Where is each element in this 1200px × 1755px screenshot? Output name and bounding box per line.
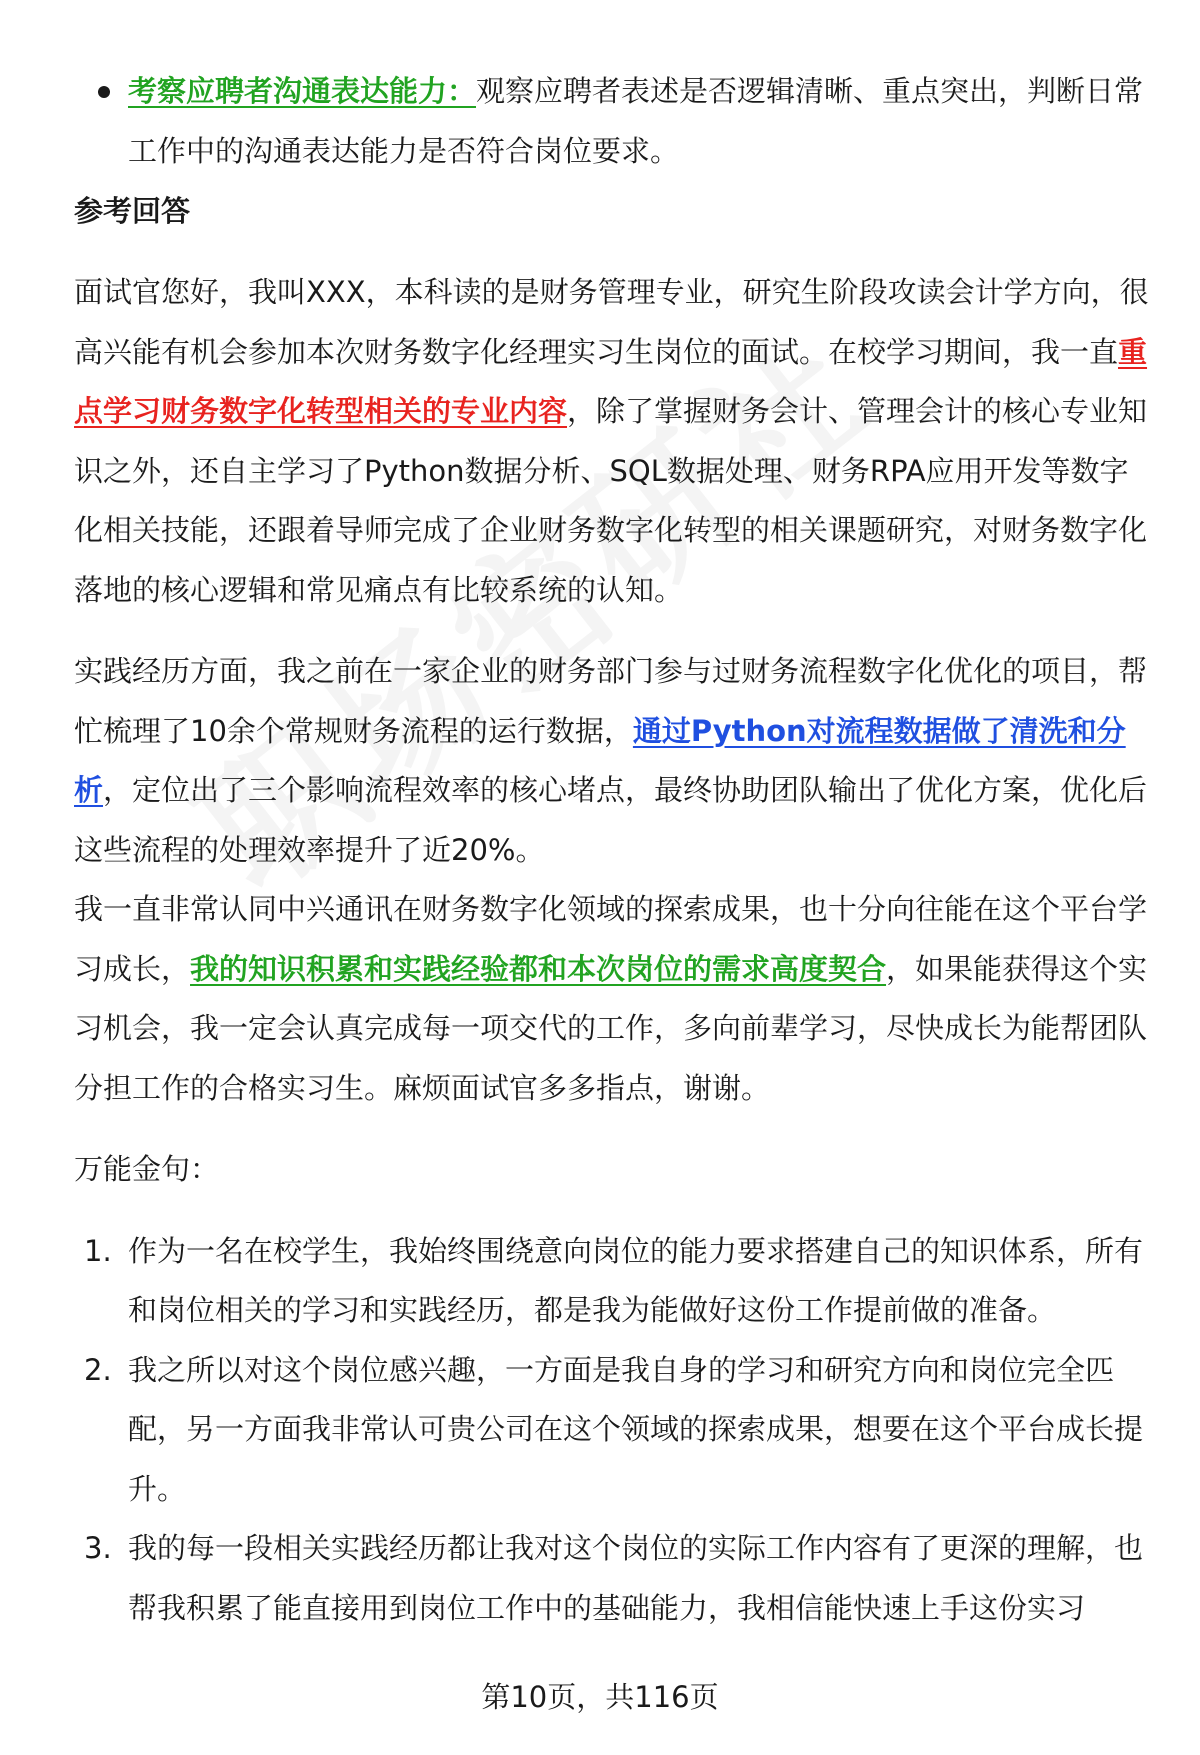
para2-text-pre: 实践经历方面，我之前在一家企业的财务部门参与过财务流程数字化优化的项目，帮忙梳理了10余个常规财务流程的运行数据， (74, 654, 1148, 748)
bullet-body: 观察应聘者表述是否逻辑清晰、重点突出，判断日常工作中的沟通表达能力是否符合岗位要求。 (128, 74, 1144, 168)
page-number-footer: 第10页，共116页 (481, 1680, 719, 1714)
para1-text-pre: 面试官您好，我叫XXX，本科读的是财务管理专业，研究生阶段攻读会计学方向，很高兴能有机会参加本次财务数字化经理实习生岗位的面试。在校学习期间，我一直 (74, 275, 1149, 369)
bullet-text (128, 62, 1154, 181)
section-heading: 参考回答 (74, 194, 191, 228)
document-content (74, 62, 1154, 1638)
list-item-text: 我的每一段相关实践经历都让我对这个岗位的实际工作内容有了更深的理解，也帮我积累了能直接用到岗位工作中的基础能力，我相信能快速上手这份实习 (128, 1531, 1144, 1625)
para2-highlight: 通过Python对流程数据做了清洗和分析 (74, 713, 1126, 807)
paragraph-intro (74, 263, 1154, 620)
golden-sentences-title: 万能金句： (74, 1152, 220, 1186)
list-item-text: 作为一名在校学生，我始终围绕意向岗位的能力要求搭建自己的知识体系，所有和岗位相关的学习和实践经历，都是我为能做好这份工作提前做的准备。 (128, 1233, 1144, 1327)
para3-text-pre: 我一直非常认同中兴通讯在财务数字化领域的探索成果，也十分向往能在这个平台学习成长， (74, 892, 1148, 986)
list-number: 2. (84, 1352, 112, 1387)
para1-text-post: ，除了掌握财务会计、管理会计的核心专业知识之外，还自主学习了Python数据分析、SQL数据处理、财务RPA应用开发等数字化相关技能，还跟着导师完成了企业财务数字化转型的相关课题研究，对财务数字化落地的核心逻辑和常见痛点有比较系统的认知。 (74, 394, 1148, 607)
para2-text-post: ，定位出了三个影响流程效率的核心堵点，最终协助团队输出了优化方案，优化后这些流程的处理效率提升了近20%。 (74, 773, 1148, 867)
list-number: 1. (84, 1233, 112, 1268)
bullet-item (74, 62, 1154, 181)
list-number: 3. (84, 1531, 112, 1565)
list-item (74, 1341, 1154, 1520)
paragraph-motivation (74, 880, 1154, 1118)
para3-highlight: 我的知识积累和实践经验都和本次岗位的需求高度契合 (190, 951, 887, 986)
bullet-highlight: 考察应聘者沟通表达能力： (128, 74, 477, 108)
para3-text-post: ，如果能获得这个实习机会，我一定会认真完成每一项交代的工作，多向前辈学习，尽快成长为能帮团队分担工作的合格实习生。麻烦面试官多多指点，谢谢。 (74, 951, 1148, 1105)
list-item-text: 我之所以对这个岗位感兴趣，一方面是我自身的学习和研究方向和岗位完全匹配，另一方面我非常认可贵公司在这个领域的探索成果，想要在这个平台成长提升。 (128, 1352, 1144, 1506)
list-item (74, 1222, 1154, 1341)
paragraph-experience (74, 642, 1154, 880)
bullet-dot-icon (98, 86, 110, 98)
list-item (74, 1519, 1154, 1638)
para1-highlight: 重点学习财务数字化转型相关的专业内容 (74, 334, 1148, 428)
